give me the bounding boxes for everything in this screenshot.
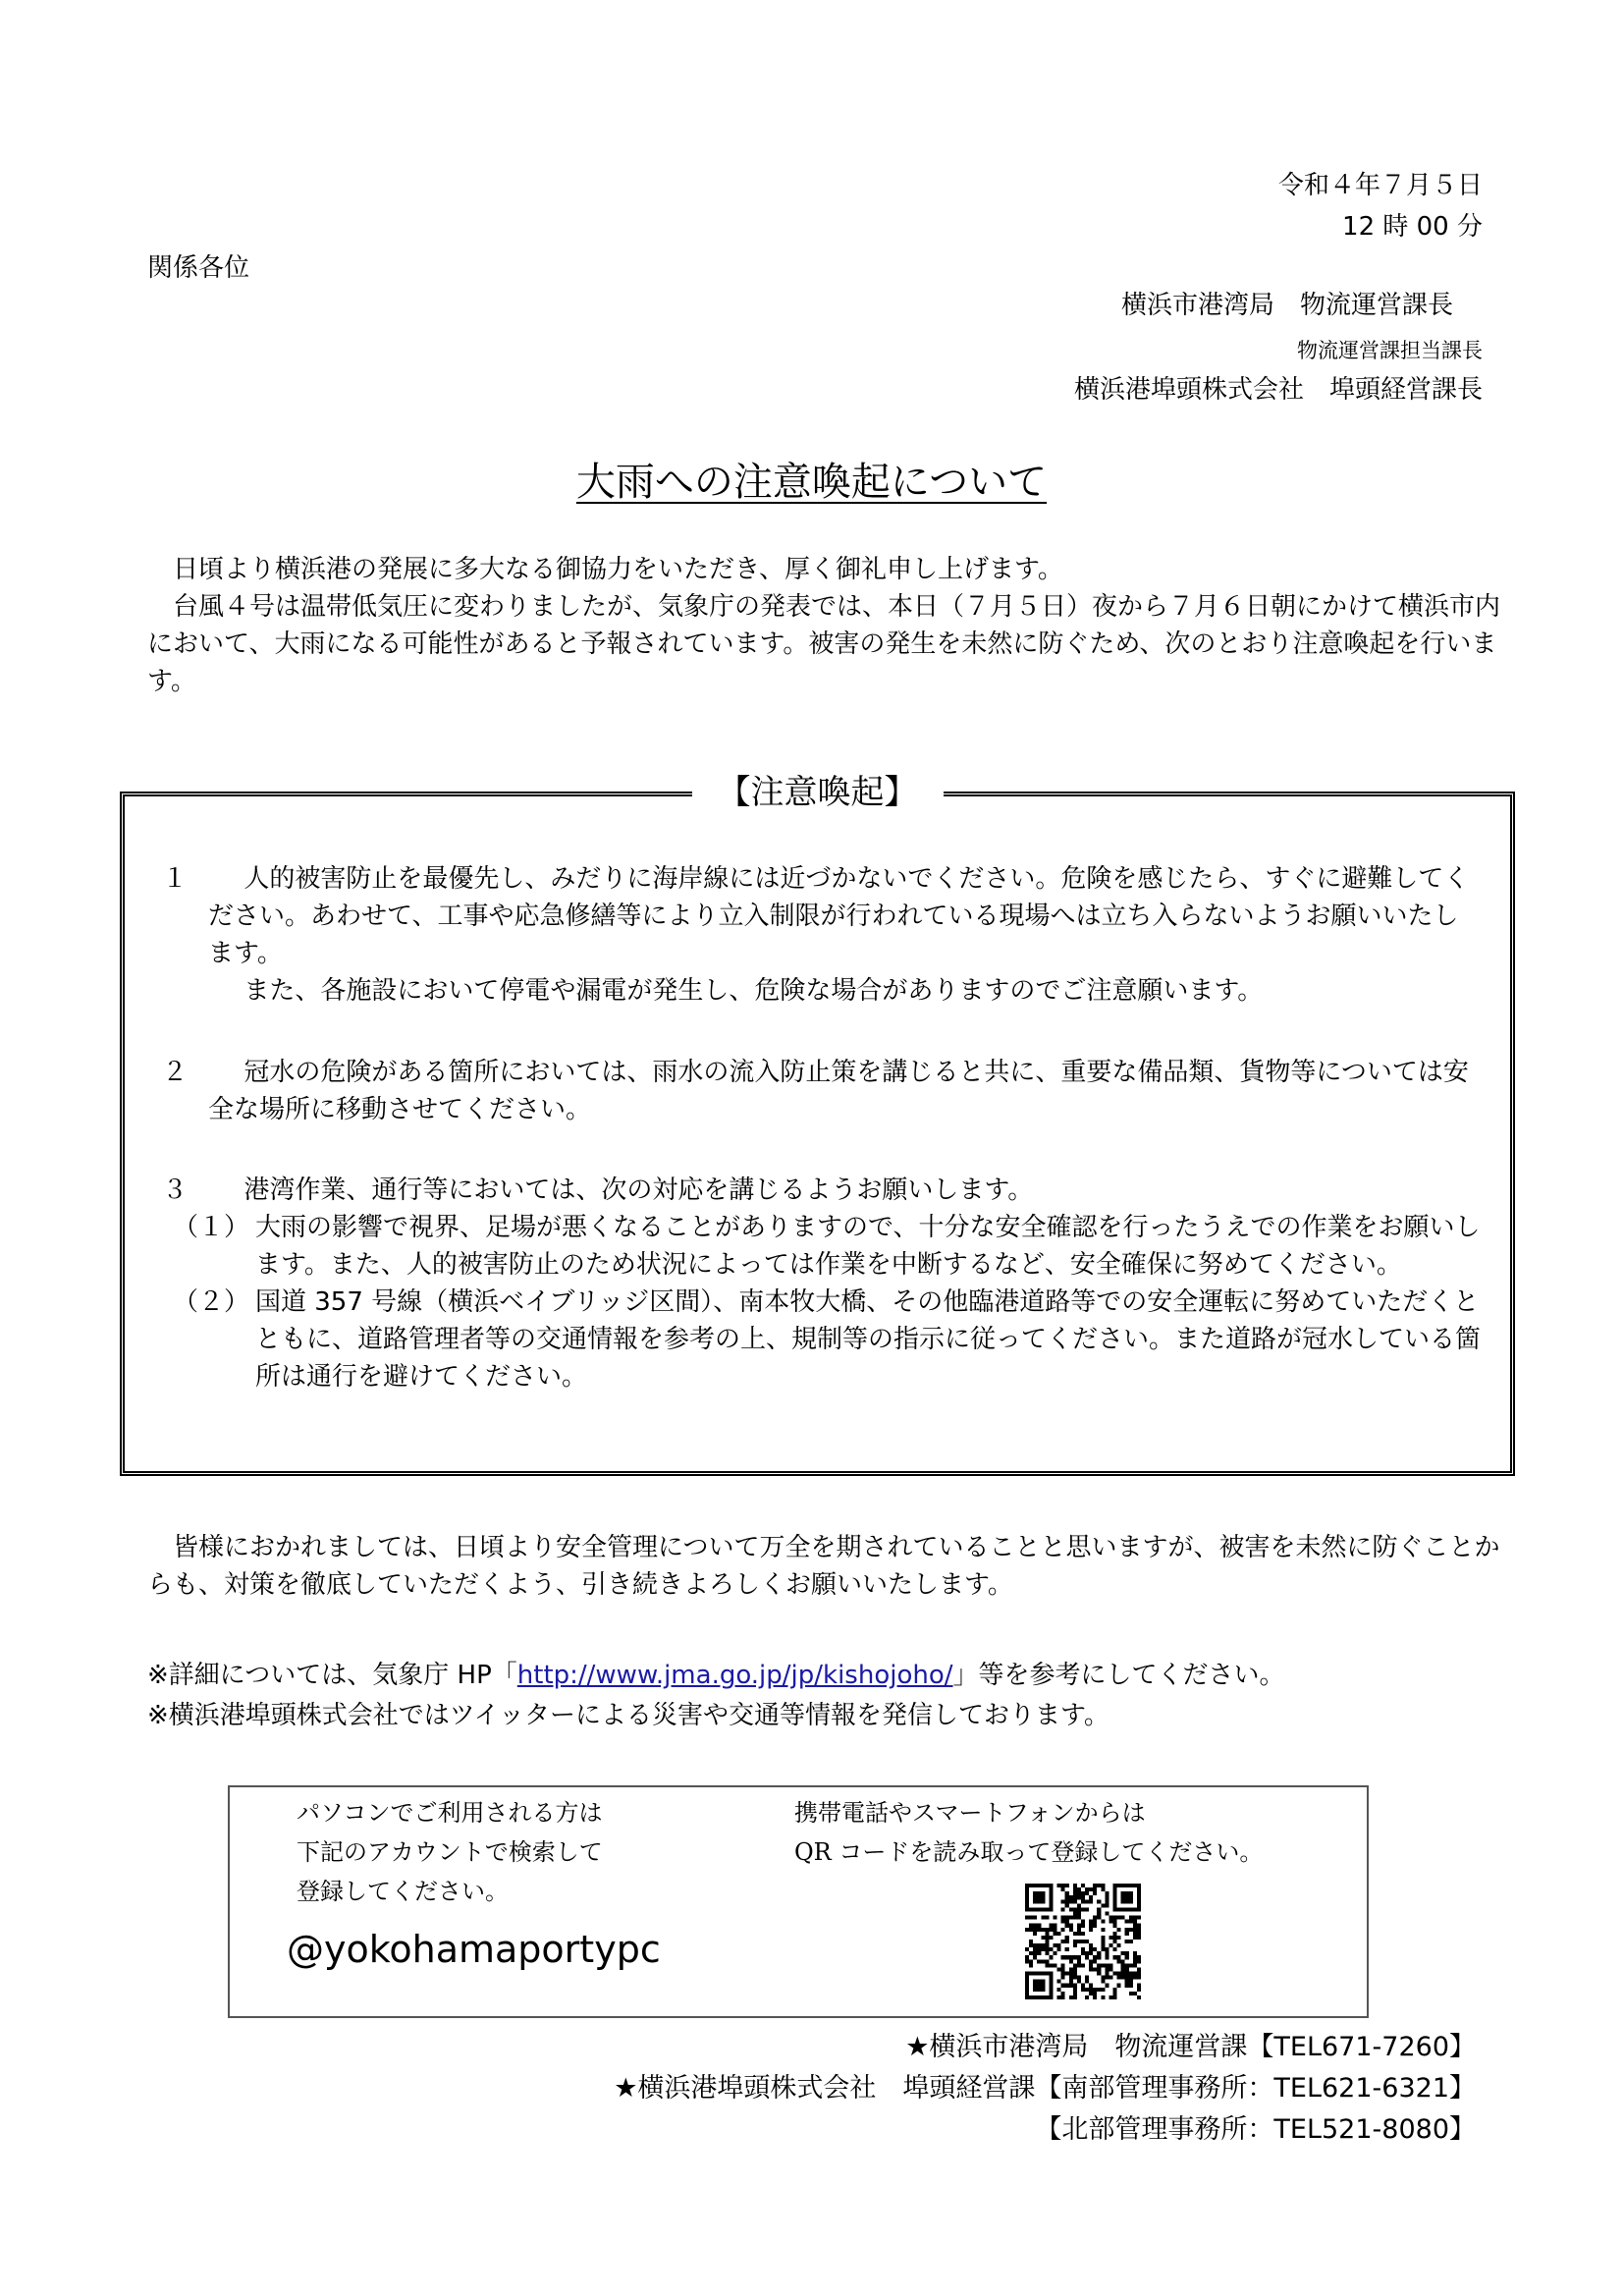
note-jma-suffix: 」等を参考にしてください。 [952, 1661, 1285, 1690]
mobile-instructions-line: QR コードを読み取って登録してください。 [794, 1838, 1264, 1866]
pc-instructions-line: 登録してください。 [297, 1878, 509, 1905]
pc-instructions-line: パソコンでご利用される方は [297, 1799, 603, 1827]
notice-subitem-text: 大雨の影響で視界、足場が悪くなることがありますので、十分な安全確認を行ったうえでの作業をお願いします。また、人的被害防止のため状況によっては作業を中断するなど、安全確保に努めてください。 [255, 1213, 1481, 1280]
notice-heading [125, 767, 1510, 818]
issue-time: 12 時 00 分 [1342, 212, 1483, 242]
sender-port-bureau: 横浜市港湾局 物流運営課長 [1120, 291, 1453, 320]
date-block [1278, 165, 1483, 247]
document-title [0, 455, 1623, 510]
notice-item-text: 人的被害防止を最優先し、みだりに海岸線には近づかないでください。危険を感じたら、すぐに避難してください。あわせて、工事や応急修繕等により立入制限が行われている現場へは立ち入らないようお願いいたします。 [208, 864, 1470, 968]
notice-subitem-text: 国道 357 号線（横浜ベイブリッジ区間）、南本牧大橋、その他臨港道路等での安全運転に努めていただくとともに、道路管理者等の交通情報を参考の上、規制等の指示に従ってください。また道路が冠水している箇所は通行を避けてください。 [255, 1287, 1482, 1392]
contact-line: ★横浜市港湾局 物流運営課【TEL671-7260】 [905, 2032, 1476, 2062]
notice-item-text: 冠水の危険がある箇所においては、雨水の流入防止策を講じると共に、重要な備品類、貨物等については安全な場所に移動させてください。 [208, 1058, 1469, 1124]
closing-paragraph: 皆様におかれましては、日頃より安全管理について万全を期されていることと思いますが、被害を未然に防ぐことからも、対策を徹底していただくよう、引き続きよろしくお願いいたします。 [147, 1533, 1500, 1600]
qr-code-icon [1025, 1884, 1141, 1999]
intro-paragraph: 台風４号は温帯低気圧に変わりましたが、気象庁の発表では、本日（７月５日）夜から７月６日朝にかけて横浜市内において、大雨になる可能性があると予報されています。被害の発生を未然に防ぐため、次のとおり注意喚起を行います。 [147, 592, 1501, 696]
notice-item-text: 港湾作業、通行等においては、次の対応を講じるようお願いします。 [243, 1175, 1034, 1205]
mobile-instructions-line: 携帯電話やスマートフォンからは [794, 1799, 1146, 1827]
recipient: 関係各位 [147, 253, 250, 283]
notice-subitem-number: （２） [173, 1287, 250, 1317]
pc-instructions-line: 下記のアカウントで検索して [297, 1838, 603, 1866]
notice-item-number: ２ [162, 1058, 189, 1087]
sender-terminal-company: 横浜港埠頭株式会社 埠頭経営課長 [1073, 375, 1483, 405]
contact-block [614, 2027, 1476, 2151]
notice-box [120, 773, 1515, 1476]
notice-item-number: ３ [162, 1175, 189, 1205]
intro-section [147, 551, 1502, 700]
notice-item-text: また、各施設において停電や漏電が発生し、危険な場合がありますのでご注意願います。 [243, 976, 1264, 1006]
twitter-handle: @yokohamaportypc [287, 1928, 661, 1971]
contact-line: 【北部管理事務所：TEL521-8080】 [1035, 2114, 1476, 2145]
notice-heading-text: 【注意喚起】 [692, 773, 944, 812]
twitter-info-box [228, 1785, 1369, 2018]
intro-paragraph: 日頃より横浜港の発展に多大なる御協力をいただき、厚く御礼申し上げます。 [173, 555, 1063, 584]
notice-subitem [173, 1284, 1483, 1395]
issue-date: 令和４年７月５日 [1277, 171, 1483, 200]
notice-item-body [208, 860, 1483, 1010]
notice-item-number: １ [162, 864, 189, 894]
sender-port-bureau-sub: 物流運営課担当課長 [1297, 339, 1483, 362]
notice-item-body [208, 1054, 1483, 1128]
pc-instructions [297, 1793, 603, 1911]
note-jma-prefix: ※詳細については、気象庁 HP「 [147, 1661, 517, 1690]
document-title-text: 大雨への注意喚起について [575, 460, 1048, 505]
note-jma [147, 1657, 1285, 1694]
notice-subitem [173, 1209, 1483, 1284]
notice-item-body [173, 1172, 1483, 1395]
contact-line: ★横浜港埠頭株式会社 埠頭経営課【南部管理事務所：TEL621-6321】 [614, 2073, 1476, 2104]
closing-section [147, 1529, 1502, 1604]
notice-subitem-number: （１） [173, 1213, 250, 1242]
note-twitter: ※横浜港埠頭株式会社ではツイッターによる災害や交通等情報を発信しております。 [147, 1701, 1109, 1730]
mobile-instructions [794, 1793, 1263, 1872]
jma-link[interactable]: http://www.jma.go.jp/jp/kishojoho/ [516, 1661, 953, 1690]
